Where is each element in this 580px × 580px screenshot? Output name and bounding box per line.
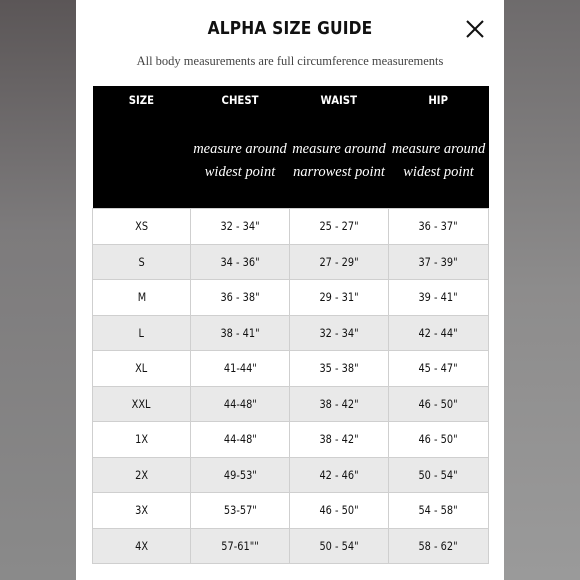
chest-cell: 38 - 41"	[191, 315, 290, 351]
chest-cell: 57-61""	[191, 528, 290, 564]
hip-cell: 39 - 41"	[389, 280, 489, 316]
chest-cell: 36 - 38"	[191, 280, 290, 316]
description-size	[93, 114, 191, 209]
hip-cell: 50 - 54"	[389, 457, 489, 493]
page-backdrop-left	[0, 0, 76, 580]
table-row	[93, 528, 489, 564]
table-row	[93, 315, 489, 351]
chest-cell: 32 - 34"	[191, 209, 290, 245]
chest-cell: 44-48"	[191, 422, 290, 458]
hip-cell: 58 - 62"	[389, 528, 489, 564]
table-row	[93, 493, 489, 529]
hip-cell: 42 - 44"	[389, 315, 489, 351]
close-button[interactable]	[464, 18, 486, 40]
size-cell: M	[93, 280, 191, 316]
size-guide-modal	[76, 0, 504, 580]
hip-cell: 46 - 50"	[389, 386, 489, 422]
size-cell: 2X	[93, 457, 191, 493]
chest-cell: 34 - 36"	[191, 244, 290, 280]
description-chest: measure around widest point	[191, 114, 290, 209]
size-cell: 1X	[93, 422, 191, 458]
waist-cell: 50 - 54"	[290, 528, 389, 564]
modal-title: ALPHA SIZE GUIDE	[207, 18, 373, 39]
waist-cell: 42 - 46"	[290, 457, 389, 493]
column-header-waist: WAIST	[290, 86, 389, 114]
chest-cell: 44-48"	[191, 386, 290, 422]
hip-cell: 37 - 39"	[389, 244, 489, 280]
waist-cell: 38 - 42"	[290, 386, 389, 422]
chest-cell: 41-44"	[191, 351, 290, 387]
size-cell: XXL	[93, 386, 191, 422]
description-hip: measure around widest point	[389, 114, 489, 209]
table-header-row	[93, 86, 489, 114]
chest-cell: 53-57"	[191, 493, 290, 529]
table-row	[93, 244, 489, 280]
hip-cell: 46 - 50"	[389, 422, 489, 458]
size-cell: L	[93, 315, 191, 351]
waist-cell: 25 - 27"	[290, 209, 389, 245]
size-cell: 4X	[93, 528, 191, 564]
table-row	[93, 209, 489, 245]
size-cell: XL	[93, 351, 191, 387]
waist-cell: 29 - 31"	[290, 280, 389, 316]
table-row	[93, 422, 489, 458]
waist-cell: 38 - 42"	[290, 422, 389, 458]
table-row	[93, 351, 489, 387]
waist-cell: 27 - 29"	[290, 244, 389, 280]
waist-cell: 46 - 50"	[290, 493, 389, 529]
waist-cell: 32 - 34"	[290, 315, 389, 351]
hip-cell: 54 - 58"	[389, 493, 489, 529]
table-row	[93, 386, 489, 422]
size-cell: XS	[93, 209, 191, 245]
table-row	[93, 280, 489, 316]
table-description-row	[93, 114, 489, 209]
modal-subtitle: All body measurements are full circumference measurements	[136, 54, 444, 68]
description-waist: measure around narrowest point	[290, 114, 389, 209]
size-cell: 3X	[93, 493, 191, 529]
column-header-size: SIZE	[93, 86, 191, 114]
hip-cell: 36 - 37"	[389, 209, 489, 245]
column-header-hip: HIP	[389, 86, 489, 114]
chest-cell: 49-53"	[191, 457, 290, 493]
waist-cell: 35 - 38"	[290, 351, 389, 387]
close-icon	[464, 18, 486, 40]
page-backdrop-right	[504, 0, 580, 580]
size-chart-table	[92, 86, 489, 564]
table-row	[93, 457, 489, 493]
hip-cell: 45 - 47"	[389, 351, 489, 387]
size-cell: S	[93, 244, 191, 280]
column-header-chest: CHEST	[191, 86, 290, 114]
